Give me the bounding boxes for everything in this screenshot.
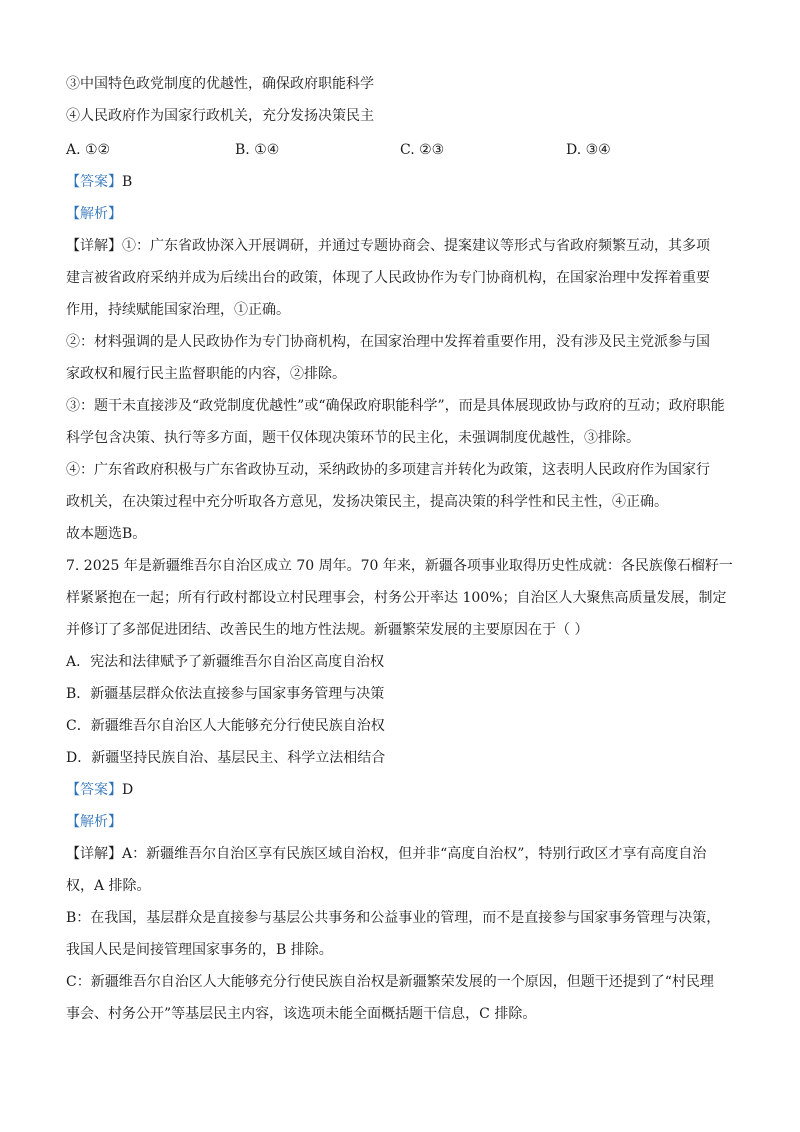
q6-explain-line: 政机关，在决策过程中充分听取各方意见，发扬决策民主，提高决策的科学性和民主性，④正确。 [66,494,668,510]
q6-explain-line: 作用，持续赋能国家治理，①正确。 [66,302,290,318]
q6-option-c: C. ②③ [400,142,445,158]
q6-explain-line: ④：广东省政府积极与广东省政协互动，采纳政协的多项建言并转化为政策，这表明人民政府作为国家行 [66,462,710,478]
q6-explain-line: ③：题干未直接涉及“政党制度优越性”或“确保政府职能科学”，而是具体展现政协与政府的互动；政府职能 [66,398,725,414]
q7-explain-line: B：在我国，基层群众是直接参与基层公共事务和公益事业的管理，而不是直接参与国家事务管理与决策， [66,910,721,926]
q7-explain-line: 我国人民是间接管理国家事务的，B 排除。 [66,942,333,958]
q6-option-b: B. ①④ [235,142,280,158]
q7-option-a: A．宪法和法律赋予了新疆维吾尔自治区高度自治权 [66,654,385,670]
explain-text: ①：广东省政协深入开展调研，并通过专题协商会、提案建议等形式与省政府频繁互动，其多项 [122,238,710,254]
q6-explain-line: ②：材料强调的是人民政协作为专门协商机构，在国家治理中发挥着重要作用，没有涉及民主党派参与国 [66,334,710,350]
q6-explain-line: 建言被省政府采纳并成为后续出台的政策，体现了人民政协作为专门协商机构，在国家治理中发挥着重要 [66,270,710,286]
q7-stem-line: 7. 2025 年是新疆维吾尔自治区成立 70 周年。70 年来，新疆各项事业取得历史性成就：各民族像石榴籽一 [66,558,733,574]
q7-stem-line: 并修订了多部促进团结、改善民生的地方性法规。新疆繁荣发展的主要原因在于（ ） [66,622,589,638]
answer-value: B [122,174,133,190]
q7-explain-line: 事会、村务公开”等基层民主内容，该选项未能全面概括题干信息，C 排除。 [66,1006,537,1022]
q7-answer-line [66,780,760,800]
q6-explain-line: 科学包含决策、执行等多方面，题干仅体现决策环节的民主化，未强调制度优越性，③排除。 [66,430,640,446]
q7-option-d: D．新疆坚持民族自治、基层民主、科学立法相结合 [66,750,386,766]
q6-explain-line: 家政权和履行民主监督职能的内容，②排除。 [66,366,346,382]
q6-item3: ③中国特色政党制度的优越性，确保政府职能科学 [66,76,374,92]
answer-tag: 【答案】 [66,782,122,798]
q6-analysis-tag: 【解析】 [66,206,122,222]
explain-text: A：新疆维吾尔自治区享有民族区域自治权，但并非“高度自治权”，特别行政区才享有高度自治 [122,846,707,862]
q7-explain-line [66,844,760,864]
q6-item4: ④人民政府作为国家行政机关，充分发扬决策民主 [66,108,374,124]
answer-value: D [122,782,134,798]
q6-answer-line [66,172,760,192]
q6-option-d: D. ③④ [566,142,611,158]
q7-explain-line: 权，A 排除。 [66,878,151,894]
answer-tag: 【答案】 [66,174,122,190]
q7-explain-line: C：新疆维吾尔自治区人大能够充分行使民族自治权是新疆繁荣发展的一个原因，但题干还提到了“村民理 [66,974,714,990]
q6-explain-line [66,236,760,256]
q7-option-b: B．新疆基层群众依法直接参与国家事务管理与决策 [66,686,385,702]
q7-analysis-tag: 【解析】 [66,814,122,830]
q6-option-a: A. ①② [66,142,111,158]
q6-conclusion: 故本题选B。 [66,526,147,542]
q7-stem-line: 样紧紧抱在一起；所有行政村都设立村民理事会，村务公开率达 100%；自治区人大聚焦高质量发展，制定 [66,590,727,606]
detail-tag: 【详解】 [66,846,122,862]
detail-tag: 【详解】 [66,238,122,254]
q7-option-c: C．新疆维吾尔自治区人大能够充分行使民族自治权 [66,718,385,734]
